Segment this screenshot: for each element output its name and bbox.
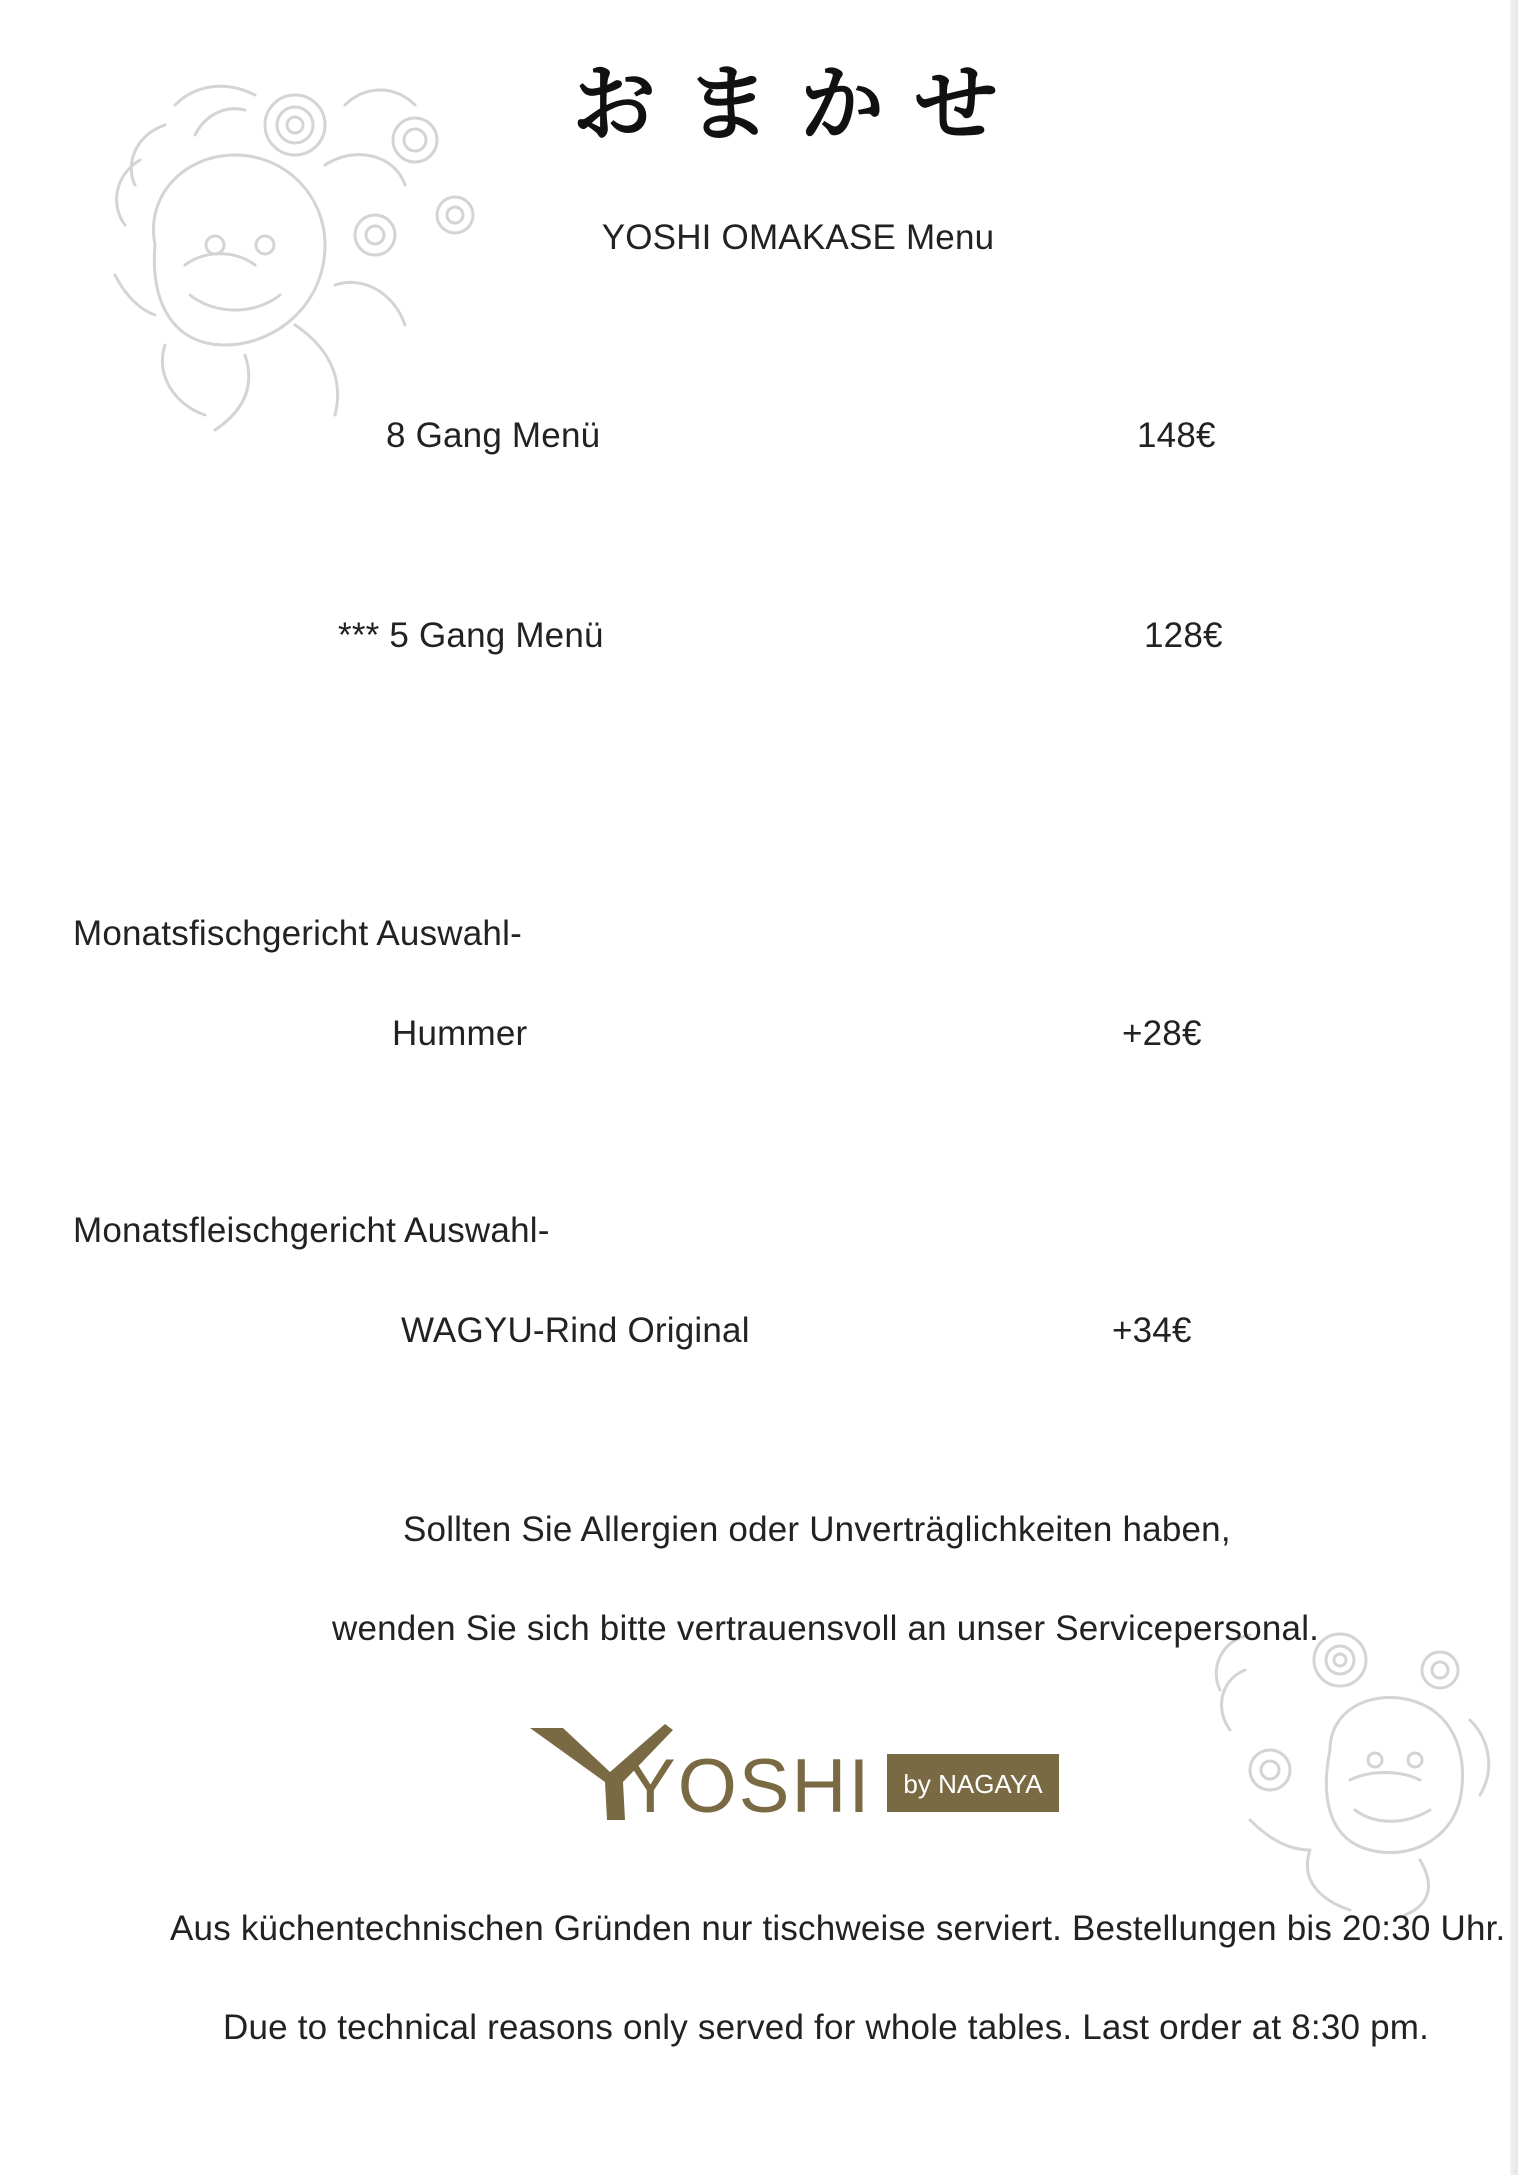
meat-item-price: +34€ bbox=[1112, 1311, 1192, 1350]
fish-item-label: Hummer bbox=[392, 1014, 528, 1053]
meat-item-label: WAGYU-Rind Original bbox=[401, 1311, 750, 1350]
yoshi-logo-mark bbox=[525, 1720, 1065, 1830]
japanese-title: おまかせ bbox=[571, 54, 1028, 153]
yoshi-by-nagaya-logo bbox=[525, 1720, 1065, 1830]
menu-subtitle: YOSHI OMAKASE Menu bbox=[601, 218, 995, 257]
page-edge-shadow bbox=[1510, 0, 1518, 2175]
menu-5-gang-price: 128€ bbox=[1144, 616, 1223, 655]
lion-illustration-bottom-right bbox=[1190, 1600, 1510, 1920]
notice-english: Due to technical reasons only served for whole tables. Last order at 8:30 pm. bbox=[223, 2008, 1430, 2047]
allergy-notice-line-2: wenden Sie sich bitte vertrauensvoll an unser Servicepersonal. bbox=[332, 1609, 1320, 1648]
notice-german: Aus küchentechnischen Gründen nur tischweise serviert. Bestellungen bis 20:30 Uhr. bbox=[170, 1909, 1506, 1948]
logo-badge-text: by NAGAYA bbox=[903, 1769, 1043, 1799]
menu-8-gang-label: 8 Gang Menü bbox=[386, 416, 601, 455]
logo-wordmark: YOSHI bbox=[625, 1744, 872, 1829]
fish-item-price: +28€ bbox=[1122, 1014, 1202, 1053]
fish-selection-heading: Monatsfischgericht Auswahl- bbox=[73, 914, 522, 953]
menu-8-gang-price: 148€ bbox=[1137, 416, 1216, 455]
menu-5-gang-label: *** 5 Gang Menü bbox=[338, 616, 604, 655]
meat-selection-heading: Monatsfleischgericht Auswahl- bbox=[73, 1211, 550, 1250]
allergy-notice-line-1: Sollten Sie Allergien oder Unverträglichkeiten haben, bbox=[403, 1510, 1231, 1549]
